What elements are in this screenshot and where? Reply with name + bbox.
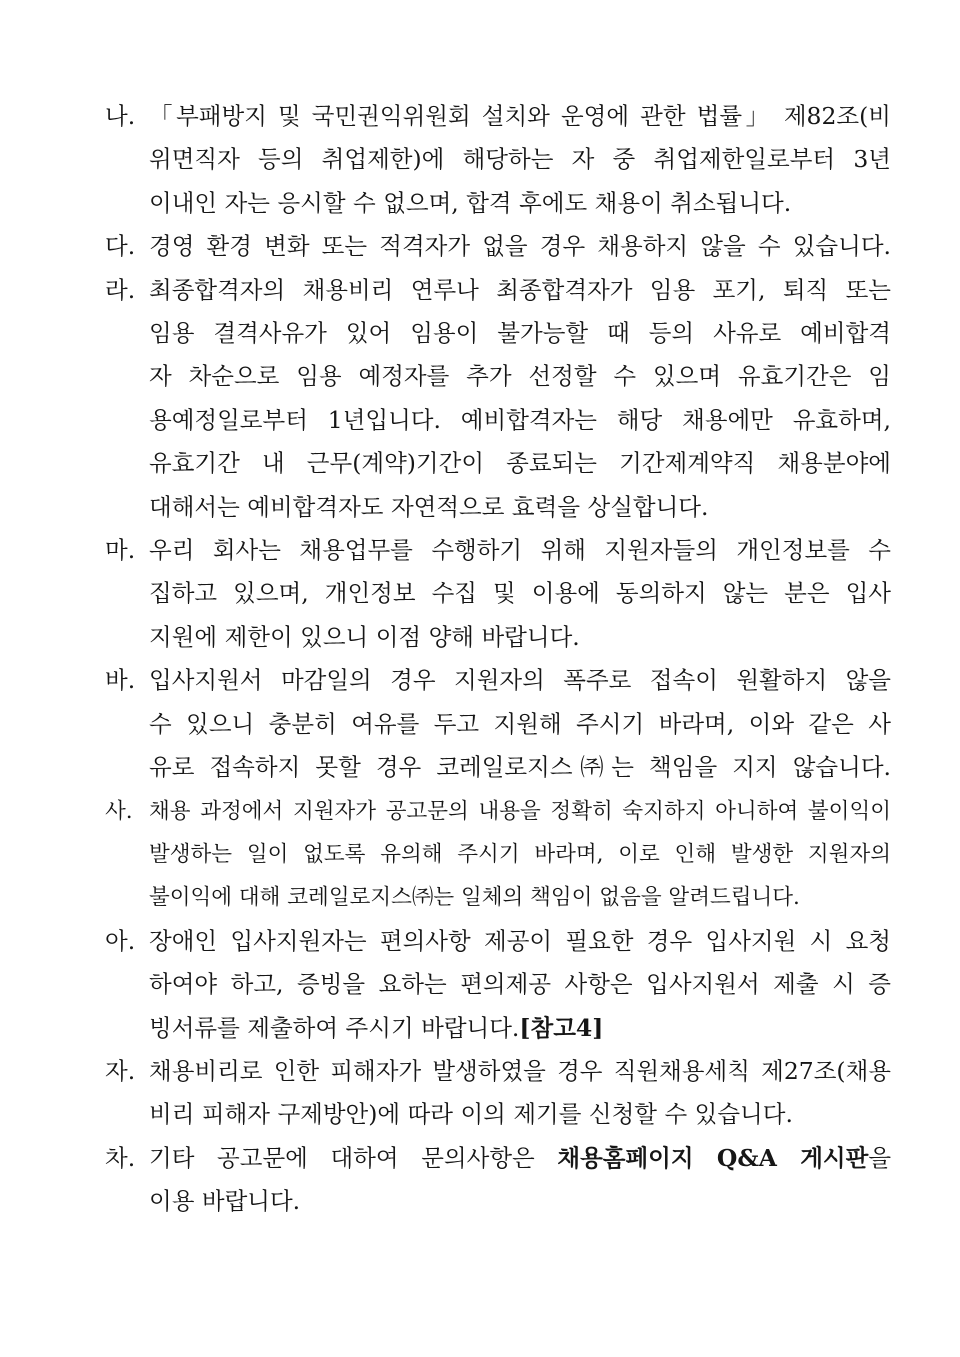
text-line: 대해서는 예비합격자도 자연적으로 효력을 상실합니다. (149, 492, 709, 521)
item-label: 마. (105, 536, 136, 565)
item-ba (105, 659, 891, 789)
item-body (149, 790, 891, 920)
text-line: 최종합격자의 채용비리 연루나 최종합격자가 임용 포기, 퇴직 또는 (149, 275, 891, 304)
item-label: 나. (105, 102, 136, 130)
bold-qna-board: 채용홈페이지 Q&A 게시판 (557, 1143, 869, 1172)
text-line: 「부패방지 및 국민권익위원회 설치와 운영에 관한 법률」 제82조(비 (149, 102, 891, 130)
item-label: 라. (105, 275, 136, 304)
item-a (105, 920, 891, 1050)
text-line: 지원에 제한이 있으니 이점 양해 바랍니다. (149, 622, 580, 651)
item-na (105, 95, 891, 225)
item-body (149, 529, 891, 659)
item-body (149, 659, 891, 789)
text-line: 집하고 있으며, 개인정보 수집 및 이용에 동의하지 않는 분은 입사 (149, 579, 891, 608)
item-sa (105, 790, 891, 920)
item-body (149, 95, 891, 225)
text-line: 이내인 자는 응시할 수 없으며, 합격 후에도 채용이 취소됩니다. (149, 188, 792, 217)
item-label: 사. (105, 798, 133, 824)
text-line: 용예정일로부터 1년입니다. 예비합격자는 해당 채용에만 유효하며, (149, 405, 891, 434)
item-ma (105, 529, 891, 659)
text-line: 이용 바랍니다. (149, 1187, 301, 1216)
text-segment: 을 (868, 1143, 892, 1172)
text-line: 경영 환경 변화 또는 적격자가 없을 경우 채용하지 않을 수 있습니다. (149, 232, 891, 261)
text-line: 임용 결격사유가 있어 임용이 불가능할 때 등의 사유로 예비합격 (149, 319, 891, 348)
bold-reference: [참고4] (519, 1013, 604, 1042)
text-line (149, 1007, 891, 1050)
item-body (149, 1137, 891, 1224)
text-line: 유효기간 내 근무(계약)기간이 종료되는 기간제계약직 채용분야에 (149, 449, 891, 478)
text-line (149, 1137, 891, 1180)
text-line: 비리 피해자 구제방안)에 따라 이의 제기를 신청할 수 있습니다. (149, 1100, 793, 1129)
item-ja (105, 1050, 891, 1137)
item-label: 바. (105, 666, 136, 695)
item-ra (105, 269, 891, 529)
text-line: 채용비리로 인한 피해자가 발생하였을 경우 직원채용세칙 제27조(채용 (149, 1056, 891, 1085)
text-segment: 기타 공고문에 대하여 문의사항은 (149, 1143, 558, 1172)
item-body (149, 269, 891, 529)
text-line: 우리 회사는 채용업무를 수행하기 위해 지원자들의 개인정보를 수 (149, 536, 891, 565)
text-line: 수 있으니 충분히 여유를 두고 지원해 주시기 바라며, 이와 같은 사 (149, 709, 891, 738)
text-line: 채용 과정에서 지원자가 공고문의 내용을 정확히 숙지하지 아니하여 불이익이 (149, 798, 891, 824)
item-label: 아. (105, 926, 136, 955)
text-line: 불이익에 대해 코레일로지스㈜는 일체의 책임이 없음을 알려드립니다. (149, 885, 800, 911)
item-body (149, 920, 891, 1050)
text-line: 유로 접속하지 못할 경우 코레일로지스㈜는 책임을 지지 않습니다. (149, 753, 891, 782)
item-body (149, 1050, 891, 1137)
text-line: 자 차순으로 임용 예정자를 추가 선정할 수 있으며 유효기간은 임 (149, 362, 891, 391)
item-cha (105, 1137, 891, 1224)
item-body (149, 225, 891, 268)
text-line: 장애인 입사지원자는 편의사항 제공이 필요한 경우 입사지원 시 요청 (149, 926, 891, 955)
text-segment: 빙서류를 제출하여 주시기 바랍니다. (149, 1013, 520, 1042)
item-label: 자. (105, 1056, 136, 1085)
item-da (105, 225, 891, 268)
text-line: 위면직자 등의 취업제한)에 해당하는 자 중 취업제한일로부터 3년 (149, 145, 891, 174)
text-line: 발생하는 일이 없도록 유의해 주시기 바라며, 이로 인해 발생한 지원자의 (149, 841, 891, 867)
item-label: 다. (105, 232, 136, 261)
text-line: 하여야 하고, 증빙을 요하는 편의제공 사항은 입사지원서 제출 시 증 (149, 970, 891, 999)
notice-list (105, 95, 891, 1224)
item-label: 차. (105, 1143, 136, 1172)
text-line: 입사지원서 마감일의 경우 지원자의 폭주로 접속이 원활하지 않을 (149, 666, 891, 695)
